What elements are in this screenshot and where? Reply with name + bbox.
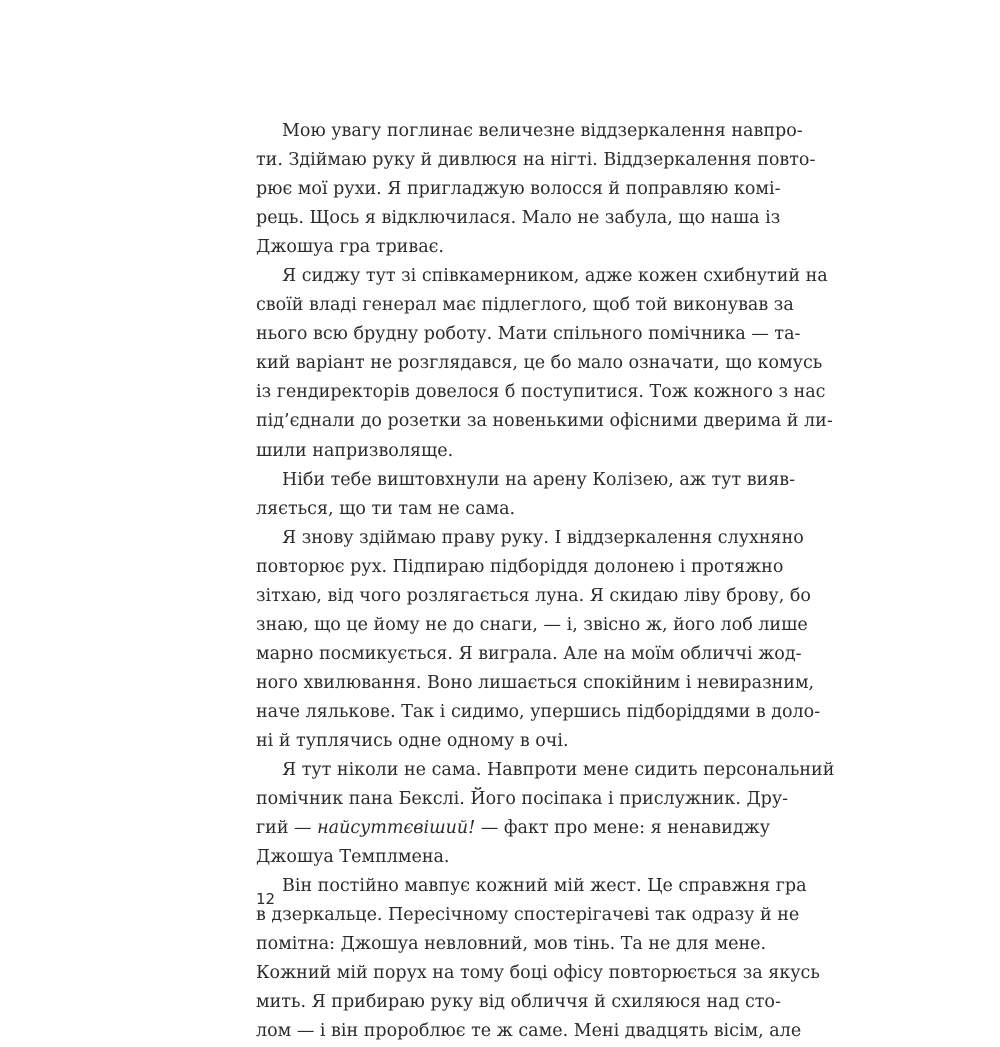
text-line bbox=[256, 437, 743, 466]
text-line bbox=[256, 988, 781, 1017]
text-segment: Я тут ніколи не сама. Навпроти мене сидить персональний bbox=[282, 760, 835, 781]
text-segment: Джошуа гра триває. bbox=[256, 237, 444, 258]
text-segment: ного хвилювання. Воно лишається спокійним і невиразним, bbox=[256, 672, 815, 693]
text-line bbox=[256, 146, 816, 175]
text-line bbox=[256, 524, 804, 553]
text-line bbox=[256, 262, 828, 291]
text-segment: мить. Я прибираю руку від обличчя й схиляюся над сто- bbox=[256, 992, 781, 1013]
text-segment: знаю, що це йому не до снаги, — і, звісно ж, його лоб лише bbox=[256, 614, 808, 635]
text-line bbox=[256, 669, 815, 698]
text-line bbox=[256, 611, 808, 640]
text-segment: Кожний мій порух на тому боці офісу повторюється за якусь bbox=[256, 963, 820, 984]
text-segment: шили напризволяще. bbox=[256, 440, 454, 461]
text-line bbox=[256, 785, 789, 814]
text-segment: кий варіант не розглядався, це бо мало означати, що комусь bbox=[256, 353, 823, 374]
text-segment: повторює рух. Підпираю підборіддя долонею і протяжно bbox=[256, 556, 784, 577]
emphasis-text: найсуттєвіший! bbox=[317, 818, 476, 839]
text-segment: ні й туплячись одне одному в очі. bbox=[256, 730, 569, 751]
text-segment: Він постійно мавпує кожний мій жест. Це справжня гра bbox=[282, 876, 807, 897]
body-text bbox=[256, 117, 835, 1047]
text-segment: в дзеркальце. Пересічному спостерігачеві так одразу й не bbox=[256, 905, 800, 926]
text-line bbox=[256, 320, 801, 349]
text-line bbox=[256, 553, 784, 582]
text-segment: наче лялькове. Так і сидимо, упершись підборіддями в доло- bbox=[256, 701, 821, 722]
text-line bbox=[256, 117, 803, 146]
text-segment: під’єднали до розетки за новенькими офісними дверима й ли- bbox=[256, 411, 833, 432]
text-line bbox=[256, 233, 743, 262]
text-line bbox=[256, 291, 794, 320]
text-line bbox=[256, 959, 820, 988]
text-line bbox=[256, 1017, 802, 1046]
text-segment: помітна: Джошуа невловний, мов тінь. Та не для мене. bbox=[256, 934, 767, 955]
text-line bbox=[256, 930, 767, 959]
text-line bbox=[256, 872, 807, 901]
text-line bbox=[256, 582, 811, 611]
text-line bbox=[256, 407, 833, 436]
text-segment: рець. Щось я відключилася. Мало не забула, що наша із bbox=[256, 208, 781, 229]
text-line bbox=[256, 175, 781, 204]
text-line bbox=[256, 901, 800, 930]
text-segment: Ніби тебе виштовхнули на арену Колізею, аж тут вияв- bbox=[282, 469, 796, 490]
text-line bbox=[256, 204, 781, 233]
text-segment: — факт про мене: я ненавиджу bbox=[475, 818, 770, 839]
text-segment: помічник пана Бекслі. Його посіпака і прислужник. Дру- bbox=[256, 789, 789, 810]
text-segment: Я сиджу тут зі співкамерником, адже кожен схибнутий на bbox=[282, 266, 828, 287]
text-segment: Я знову здіймаю праву руку. І віддзеркалення слухняно bbox=[282, 527, 804, 548]
text-segment: ляється, що ти там не сама. bbox=[256, 498, 516, 519]
text-segment: рює мої рухи. Я пригладжую волосся й поправляю комі- bbox=[256, 179, 781, 200]
text-line bbox=[256, 495, 743, 524]
text-segment: ти. Здіймаю руку й дивлюся на нігті. Віддзеркалення повто- bbox=[256, 150, 816, 171]
text-line bbox=[256, 698, 821, 727]
text-segment: марно посмикується. Я виграла. Але на моїм обличчі жод- bbox=[256, 643, 802, 664]
page-number: 12 bbox=[256, 890, 276, 908]
text-line bbox=[256, 727, 743, 756]
text-segment: нього всю брудну роботу. Мати спільного помічника — та- bbox=[256, 324, 801, 345]
text-segment: зітхаю, від чого розлягається луна. Я скидаю ліву брову, бо bbox=[256, 585, 811, 606]
text-segment: своїй владі генерал має підлеглого, щоб той виконував за bbox=[256, 295, 794, 316]
text-line bbox=[256, 466, 796, 495]
text-line bbox=[256, 843, 743, 872]
text-line bbox=[256, 378, 826, 407]
text-line bbox=[256, 756, 835, 785]
text-segment: лом — і він пророблює те ж саме. Мені двадцять вісім, але bbox=[256, 1021, 802, 1042]
text-segment: із гендиректорів довелося б поступитися. Тож кожного з нас bbox=[256, 382, 826, 403]
text-line bbox=[256, 349, 823, 378]
text-line bbox=[256, 814, 770, 843]
text-segment: Джошуа Темплмена. bbox=[256, 847, 450, 868]
text-segment: гий — bbox=[256, 818, 318, 839]
text-line bbox=[256, 640, 802, 669]
text-segment: Мою увагу поглинає величезне віддзеркалення навпро- bbox=[282, 121, 803, 141]
